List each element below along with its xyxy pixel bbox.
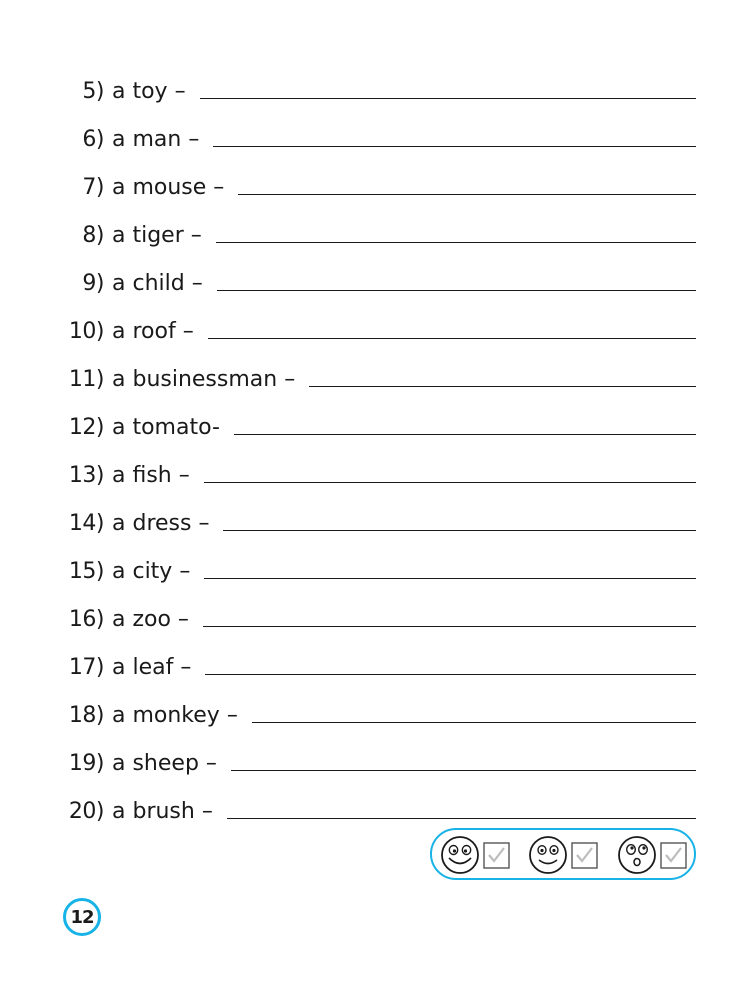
answer-line[interactable]: [227, 818, 696, 819]
item-word: a roof –: [112, 319, 194, 344]
exercise-row: [66, 106, 696, 154]
item-word: a zoo –: [112, 607, 189, 632]
answer-line[interactable]: [231, 770, 696, 771]
exercise-list: [66, 58, 696, 826]
answer-line[interactable]: [309, 386, 696, 387]
answer-line[interactable]: [252, 722, 696, 723]
item-number: 20): [68, 799, 104, 824]
item-word: a sheep –: [112, 751, 217, 776]
item-number: 7): [82, 175, 104, 200]
neutral-smile-face-icon: [528, 835, 568, 875]
checkbox-icon: [483, 842, 510, 869]
exercise-row: [66, 202, 696, 250]
item-number: 12): [68, 415, 104, 440]
surprised-face-icon: [617, 835, 657, 875]
item-number: 17): [68, 655, 104, 680]
page-number-badge: [63, 898, 101, 936]
item-word: a dress –: [112, 511, 210, 536]
answer-line[interactable]: [203, 626, 696, 627]
answer-line[interactable]: [200, 98, 696, 99]
answer-line[interactable]: [213, 146, 696, 147]
exercise-row: [66, 58, 696, 106]
exercise-row: [66, 154, 696, 202]
item-number: 19): [68, 751, 104, 776]
happy-face-icon: [440, 835, 480, 875]
item-word: a businessman –: [112, 367, 296, 392]
answer-line[interactable]: [205, 674, 696, 675]
checkbox-icon: [660, 842, 687, 869]
checkbox-icon: [571, 842, 598, 869]
item-number: 5): [82, 79, 104, 104]
exercise-row: [66, 538, 696, 586]
item-number: 16): [68, 607, 104, 632]
item-word: a fish –: [112, 463, 190, 488]
assessment-option-neutral[interactable]: [528, 835, 598, 875]
page-number: 12: [70, 906, 94, 928]
exercise-row: [66, 490, 696, 538]
item-number: 14): [68, 511, 104, 536]
item-word: a man –: [112, 127, 200, 152]
item-number: 6): [82, 127, 104, 152]
exercise-row: [66, 682, 696, 730]
exercise-row: [66, 394, 696, 442]
answer-line[interactable]: [204, 482, 696, 483]
self-assessment-panel: [430, 828, 696, 880]
answer-line[interactable]: [223, 530, 696, 531]
exercise-row: [66, 730, 696, 778]
exercise-row: [66, 442, 696, 490]
item-word: a brush –: [112, 799, 213, 824]
item-number: 13): [68, 463, 104, 488]
exercise-row: [66, 634, 696, 682]
exercise-row: [66, 298, 696, 346]
exercise-row: [66, 586, 696, 634]
item-number: 10): [68, 319, 104, 344]
item-word: a mouse –: [112, 175, 225, 200]
assessment-option-surprised[interactable]: [617, 835, 687, 875]
item-word: a city –: [112, 559, 191, 584]
item-word: a leaf –: [112, 655, 192, 680]
item-word: a tiger –: [112, 223, 202, 248]
exercise-row: [66, 778, 696, 826]
item-number: 9): [82, 271, 104, 296]
item-word: a tomato-: [112, 415, 220, 440]
item-number: 11): [68, 367, 104, 392]
answer-line[interactable]: [217, 290, 696, 291]
answer-line[interactable]: [204, 578, 696, 579]
item-word: a child –: [112, 271, 203, 296]
item-number: 8): [82, 223, 104, 248]
answer-line[interactable]: [234, 434, 696, 435]
answer-line[interactable]: [216, 242, 696, 243]
item-word: a monkey –: [112, 703, 238, 728]
exercise-row: [66, 250, 696, 298]
assessment-option-happy[interactable]: [440, 835, 510, 875]
answer-line[interactable]: [238, 194, 696, 195]
item-word: a toy –: [112, 79, 186, 104]
item-number: 15): [68, 559, 104, 584]
exercise-row: [66, 346, 696, 394]
item-number: 18): [68, 703, 104, 728]
answer-line[interactable]: [208, 338, 696, 339]
